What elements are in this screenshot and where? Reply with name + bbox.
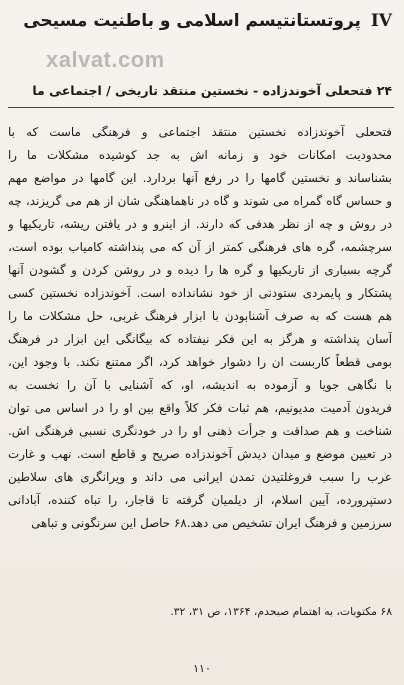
body-paragraph bbox=[8, 121, 392, 535]
text-line: و حساس گاه گمراه می شوند و گاه در ناهماهنگی شان از هم می گریزند، چه bbox=[8, 194, 392, 208]
text-line: با نگاهی جویا و آزموده به اندیشه، او، که آشنایی با آن را نخست به bbox=[8, 378, 392, 392]
text-line: فریدون آدمیت مدیونیم، هم ثبات فکر کلاً واقع بین او را در اساس می توان bbox=[8, 401, 392, 415]
text-line: هم هست که به صرف آشنابودن با ابزار فرهنگ غربی، حل مشکلات ما را bbox=[8, 309, 392, 323]
watermark: xalvat.com bbox=[46, 47, 165, 72]
text-line: دستپرورده، آیین اسلام، از دیلمیان گرفته تا قاجار، را تباه کننده، آبادانی bbox=[8, 493, 392, 507]
chapter-heading bbox=[0, 10, 392, 32]
text-line: سرزمین و فرهنگ ایران تشخیص می دهد.۶۸ حاصل این سرنگونی و تباهی bbox=[31, 516, 392, 530]
section-divider bbox=[8, 107, 394, 108]
text-line: محدودیت امکانات خود و زمانه اش به جد کوشیده مشکلات ما را bbox=[8, 148, 392, 162]
text-line: بومی قطعاً کاربست ان را دشوار خواهد کرد، اگر ممتنع نکند. با وجود این، bbox=[8, 355, 392, 369]
text-line: سرچشمه، گره های فرهنگی کمتر از آن که می پنداشته کامیاب بوده است، bbox=[8, 240, 392, 254]
text-line: در روش و چه از نظر هدفی که دارند. از اینرو و در یافتن ریشه، تاریکیها و bbox=[8, 217, 392, 231]
text-line: شناخت و هم صداقت و جرأت ذهنی او را در خودنگری نسبی فرهنگی اش. bbox=[8, 424, 392, 438]
text-line: بشناساند و نخستین گامها را در رفع آنها بردارد. این گامها در مواضع مهم bbox=[8, 171, 392, 185]
section-title: ۲۴ فتحعلی آخوندزاده - نخستین منتقد تاریخی / اجتماعی ما bbox=[32, 83, 392, 98]
chapter-number: IV bbox=[370, 11, 392, 31]
text-line: در تعیین موضع و میدان دیدش آخوندزاده صریح و قاطع است. نهب و غارت bbox=[8, 447, 392, 461]
chapter-title: پروتستانتیسم اسلامی و باطنیت مسیحی bbox=[23, 11, 361, 31]
text-line: فتحعلی آخوندزاده نخستین منتقد اجتماعی و فرهنگی ماست که با bbox=[8, 125, 392, 139]
text-line: گرچه بسیاری از تاریکیها و گره ها را دیده و در روشن کردن و گشودن آنها bbox=[8, 263, 392, 277]
text-line: پشتکار و پایمردی ستودنی از خود نشانداده است. آخوندزاده نخستین کسی bbox=[8, 286, 392, 300]
page-number: ۱۱۰ bbox=[193, 662, 211, 675]
text-line: آسان پنداشته و هرگز به این فکر نیفتاده که بیگانگی این ابزار در فرهنگ bbox=[8, 332, 392, 346]
footnote: ۶۸ مکتوبات، به اهتمام صبحدم، ۱۳۶۴، ص ۳۱، ۳۲. bbox=[170, 605, 392, 618]
text-line: عرب را سبب فروغلتیدن تمدن ایرانی می داند و ویرانگری های سلاطین bbox=[8, 470, 392, 484]
